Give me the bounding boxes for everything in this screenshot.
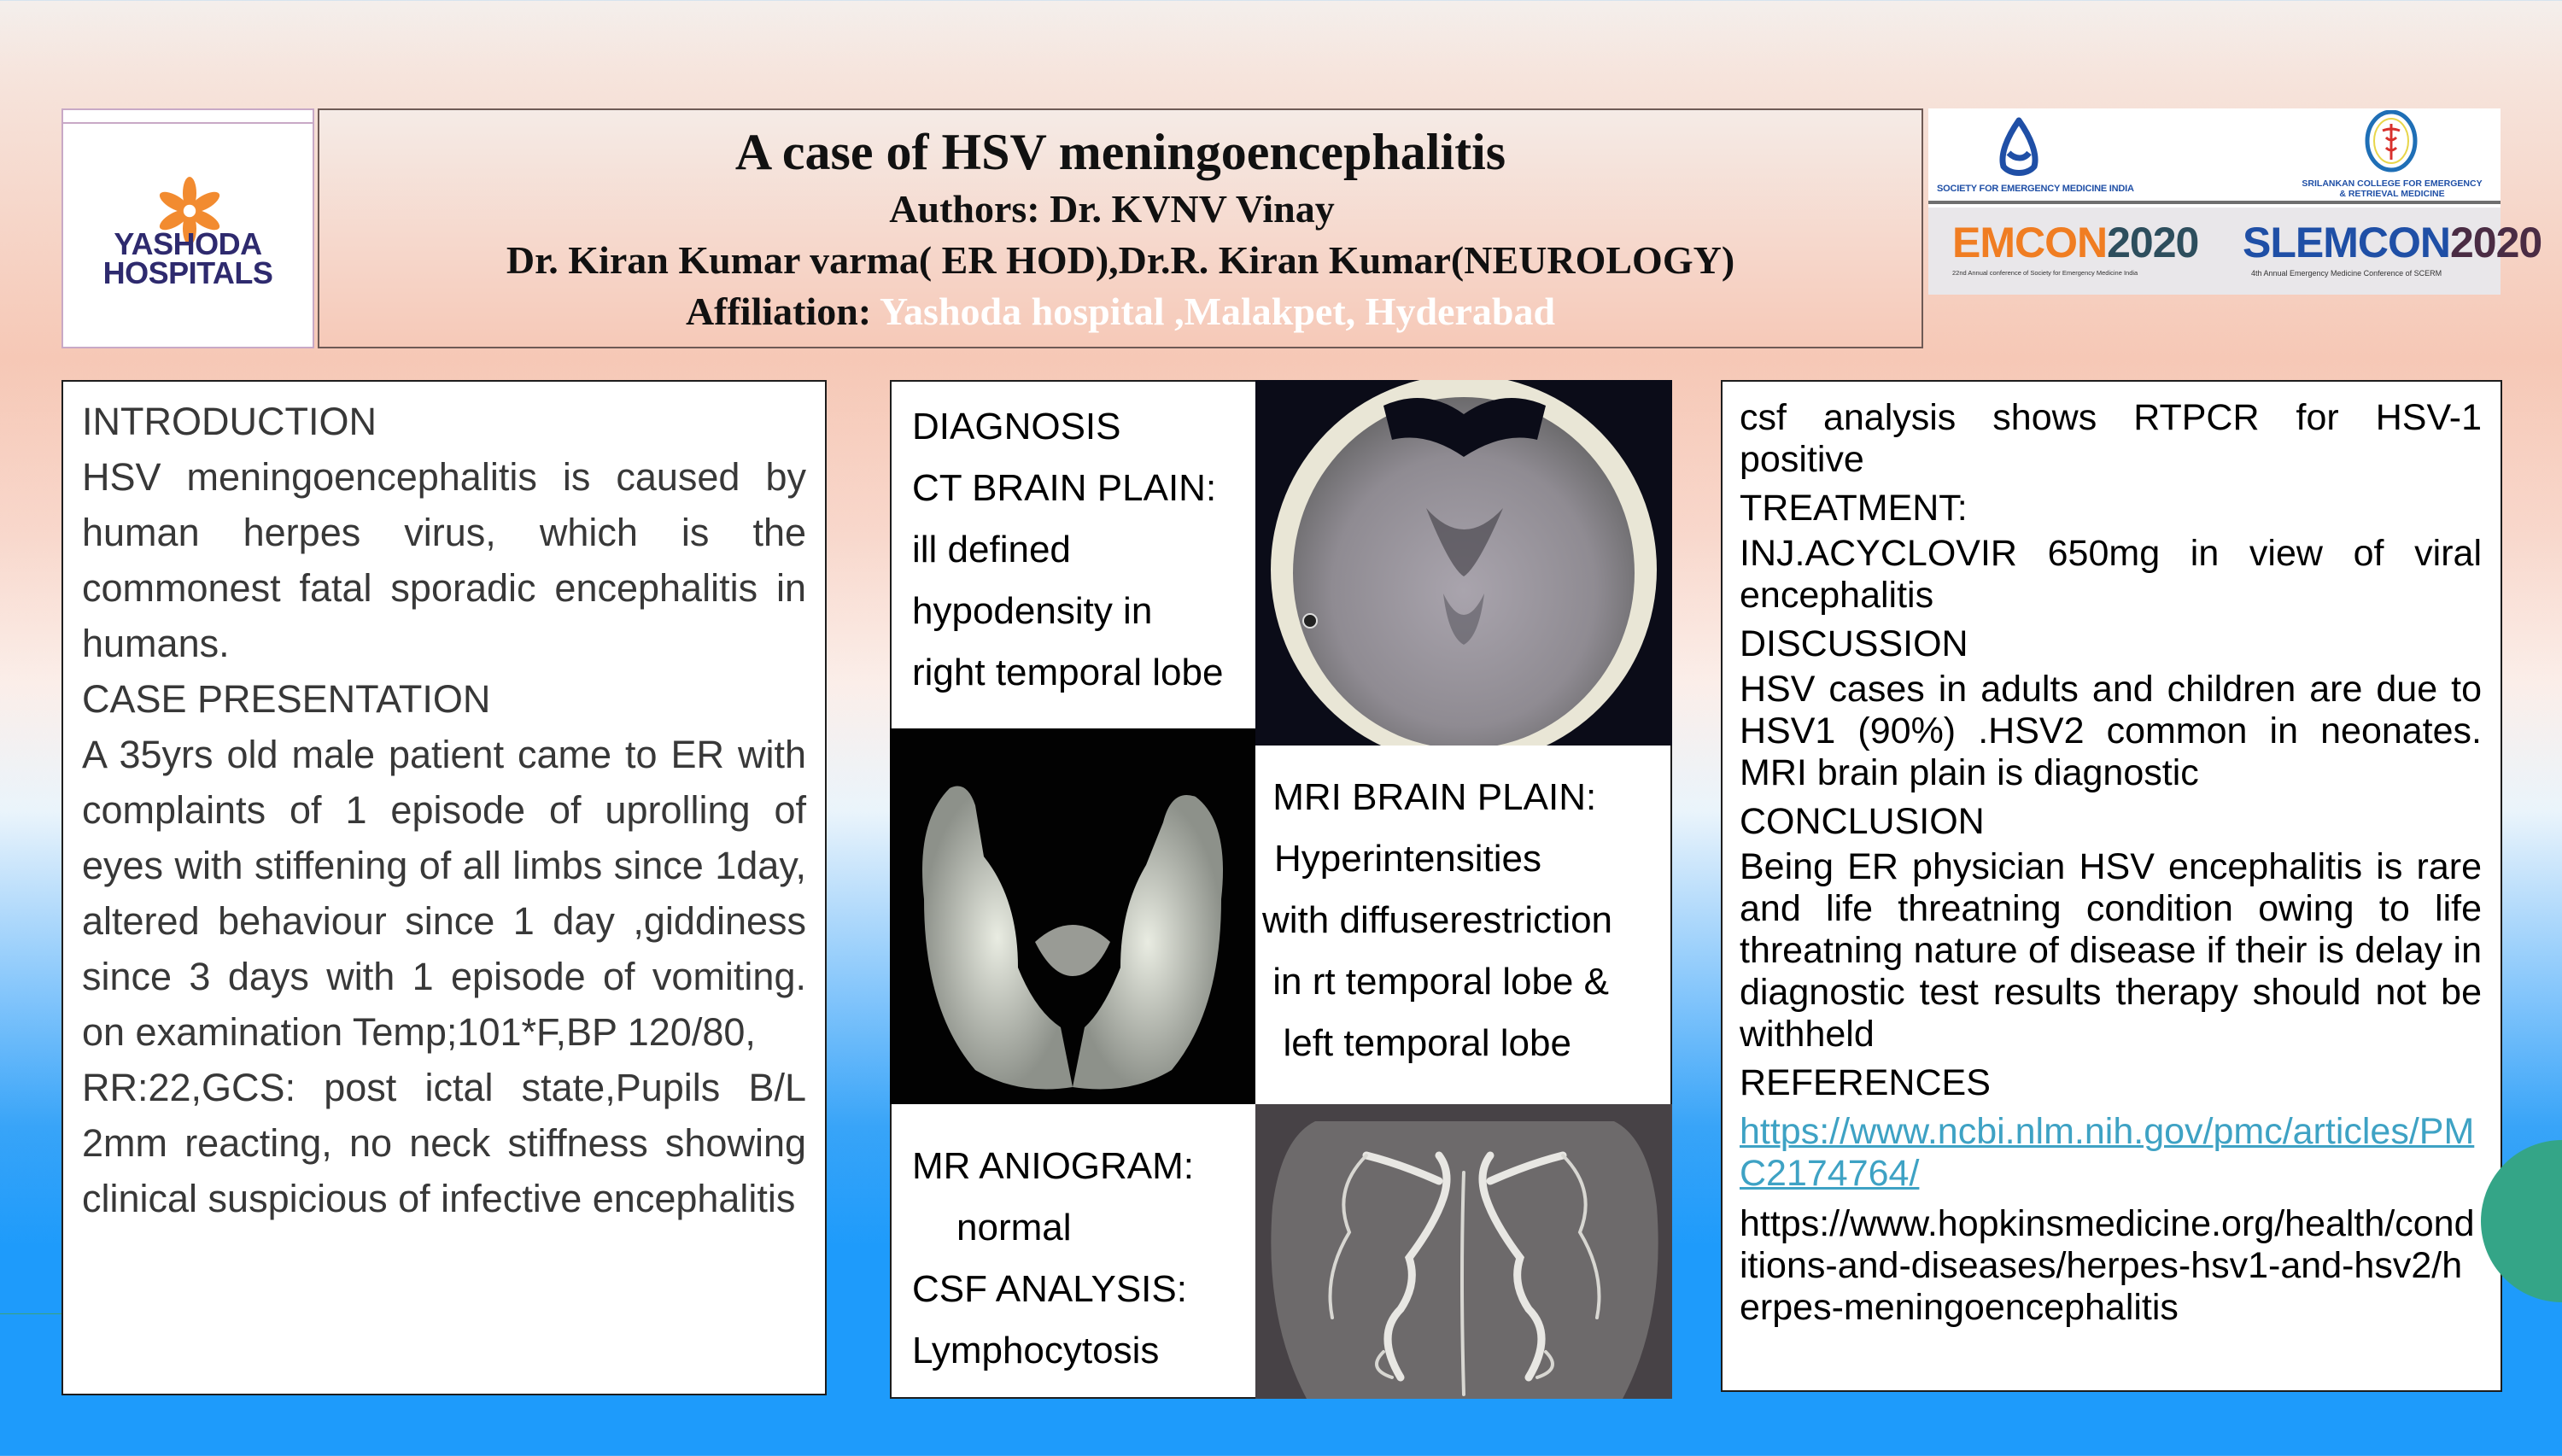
slemcon-logo (2243, 219, 2542, 266)
scerm-text-line-2: & RETRIEVAL MEDICINE (2339, 189, 2445, 199)
mri-findings-text (1262, 767, 1612, 1074)
case-presentation-text: A 35yrs old male patient came to ER with complaints of 1 episode of uprolling of eyes with stiffening of all limbs since 1day, altered behaviour since 1 day ,giddiness since 3 days with 1 episode of vomiting. on examination Temp;101*F,BP 120/80, (82, 733, 806, 1054)
csf-result: Lymphocytosis (912, 1330, 1160, 1371)
ct-finding-line-1: ill defined (912, 529, 1071, 570)
case-presentation-text-2: RR:22,GCS: post ictal state,Pupils B/L 2mm reacting, no neck stiffness showing clinical suspicious of infective encephalitis (82, 1066, 806, 1220)
conclusion-heading: CONCLUSION (1740, 801, 1985, 842)
emcon-subtitle: 22nd Annual conference of Society for Emergency Medicine India (1952, 269, 2138, 277)
introduction-text: HSV meningoencephalitis is caused by human herpes virus, which is the commonest fatal sporadic encephalitis in humans. (82, 455, 806, 665)
society-logos-row (1928, 108, 2501, 204)
affiliation-label: Affiliation: (685, 289, 880, 333)
csf-pcr-text: csf analysis shows RTPCR for HSV-1 positive (1740, 397, 2482, 480)
mri-finding-line-1: Hyperintensities (1274, 838, 1542, 880)
coauthors-line: Dr. Kiran Kumar varma( ER HOD),Dr.R. Kiran Kumar(NEUROLOGY) (506, 238, 1735, 282)
scerm-text-line-1: SRILANKAN COLLEGE FOR EMERGENCY (2302, 178, 2483, 189)
mri-heading: MRI BRAIN PLAIN: (1262, 776, 1597, 818)
logo-top-strip (63, 110, 313, 124)
semi-logo-text: SOCIETY FOR EMERGENCY MEDICINE INDIA (1937, 184, 2134, 194)
slemcon-word: SLEMCON (2243, 219, 2450, 266)
references-heading: REFERENCES (1740, 1062, 1991, 1103)
ct-brain-scan-graphic (1255, 380, 1672, 746)
poster-title: A case of HSV meningoencephalitis (734, 124, 1506, 180)
ct-finding-line-2: hypodensity in (912, 590, 1153, 632)
mri-finding-line-3: in rt temporal lobe & (1262, 961, 1609, 1003)
logo-line-1: YASHODA (114, 226, 262, 261)
ct-findings-text (912, 396, 1223, 704)
mri-finding-line-2: with diffuserestriction (1262, 899, 1613, 941)
introduction-panel (61, 380, 827, 1395)
scerm-caduceus-seal-icon (2364, 110, 2419, 175)
results-discussion-panel (1721, 380, 2502, 1392)
semi-triquetra-icon (1995, 115, 2043, 180)
treatment-text: INJ.ACYCLOVIR 650mg in view of viral encephalitis (1740, 533, 2482, 616)
diagnosis-heading: DIAGNOSIS (912, 406, 1121, 447)
mri-brain-image (890, 728, 1255, 1104)
logo-line-2: HOSPITALS (102, 255, 273, 290)
hospital-logo-text (63, 226, 313, 290)
discussion-text: HSV cases in adults and children are due to HSV1 (90%) .HSV2 common in neonates. MRI brain plain is diagnostic (1740, 669, 2482, 793)
mra-csf-text (912, 1136, 1194, 1382)
authors-line: Authors: Dr. KVNV Vinay (889, 187, 1335, 231)
reference-link-ncbi[interactable]: https://www.ncbi.nlm.nih.gov/pmc/articles/PMC2174764/ (1740, 1111, 2475, 1194)
mr-angiogram-graphic (1255, 1104, 1672, 1399)
discussion-heading: DISCUSSION (1740, 623, 1968, 664)
conference-logos-panel (1928, 108, 2542, 295)
introduction-heading: INTRODUCTION (82, 400, 377, 443)
hospital-logo-panel (61, 108, 314, 348)
case-presentation-heading: CASE PRESENTATION (82, 677, 491, 721)
emcon-logo (1952, 219, 2198, 266)
mra-result: normal (956, 1207, 1072, 1248)
csf-heading: CSF ANALYSIS: (912, 1268, 1187, 1310)
mri-finding-line-4: left temporal lobe (1262, 1022, 1571, 1064)
mra-heading: MR ANIOGRAM: (912, 1145, 1195, 1187)
emcon-word: EMCON (1952, 219, 2108, 266)
ct-brain-image (1255, 380, 1672, 746)
treatment-heading: TREATMENT: (1740, 488, 1968, 529)
conclusion-text: Being ER physician HSV encephalitis is rare and life threatning condition owing to life threatning nature of disease if their is delay in diagnostic test results therapy should not be withheld (1740, 846, 2482, 1055)
mri-brain-scan-graphic (890, 728, 1255, 1104)
slemcon-subtitle: 4th Annual Emergency Medicine Conference of SCERM (2251, 269, 2442, 278)
reference-text-hopkins: https://www.hopkinsmedicine.org/health/conditions-and-diseases/herpes-hsv1-and-hsv2/herpes-meningoencephalitis (1740, 1203, 2475, 1328)
title-banner (318, 108, 1923, 348)
affiliation-line (319, 288, 1922, 336)
scerm-logo-text (2285, 178, 2499, 199)
slemcon-year: 2020 (2450, 219, 2542, 266)
decorative-green-line (0, 1313, 61, 1314)
emcon-year: 2020 (2107, 219, 2199, 266)
ct-heading: CT BRAIN PLAIN: (912, 467, 1217, 509)
mr-angiogram-image (1255, 1104, 1672, 1399)
ct-finding-line-3: right temporal lobe (912, 652, 1224, 693)
affiliation-value: Yashoda hospital ,Malakpet, Hyderabad (879, 289, 1556, 333)
conference-names-row (1928, 208, 2542, 295)
